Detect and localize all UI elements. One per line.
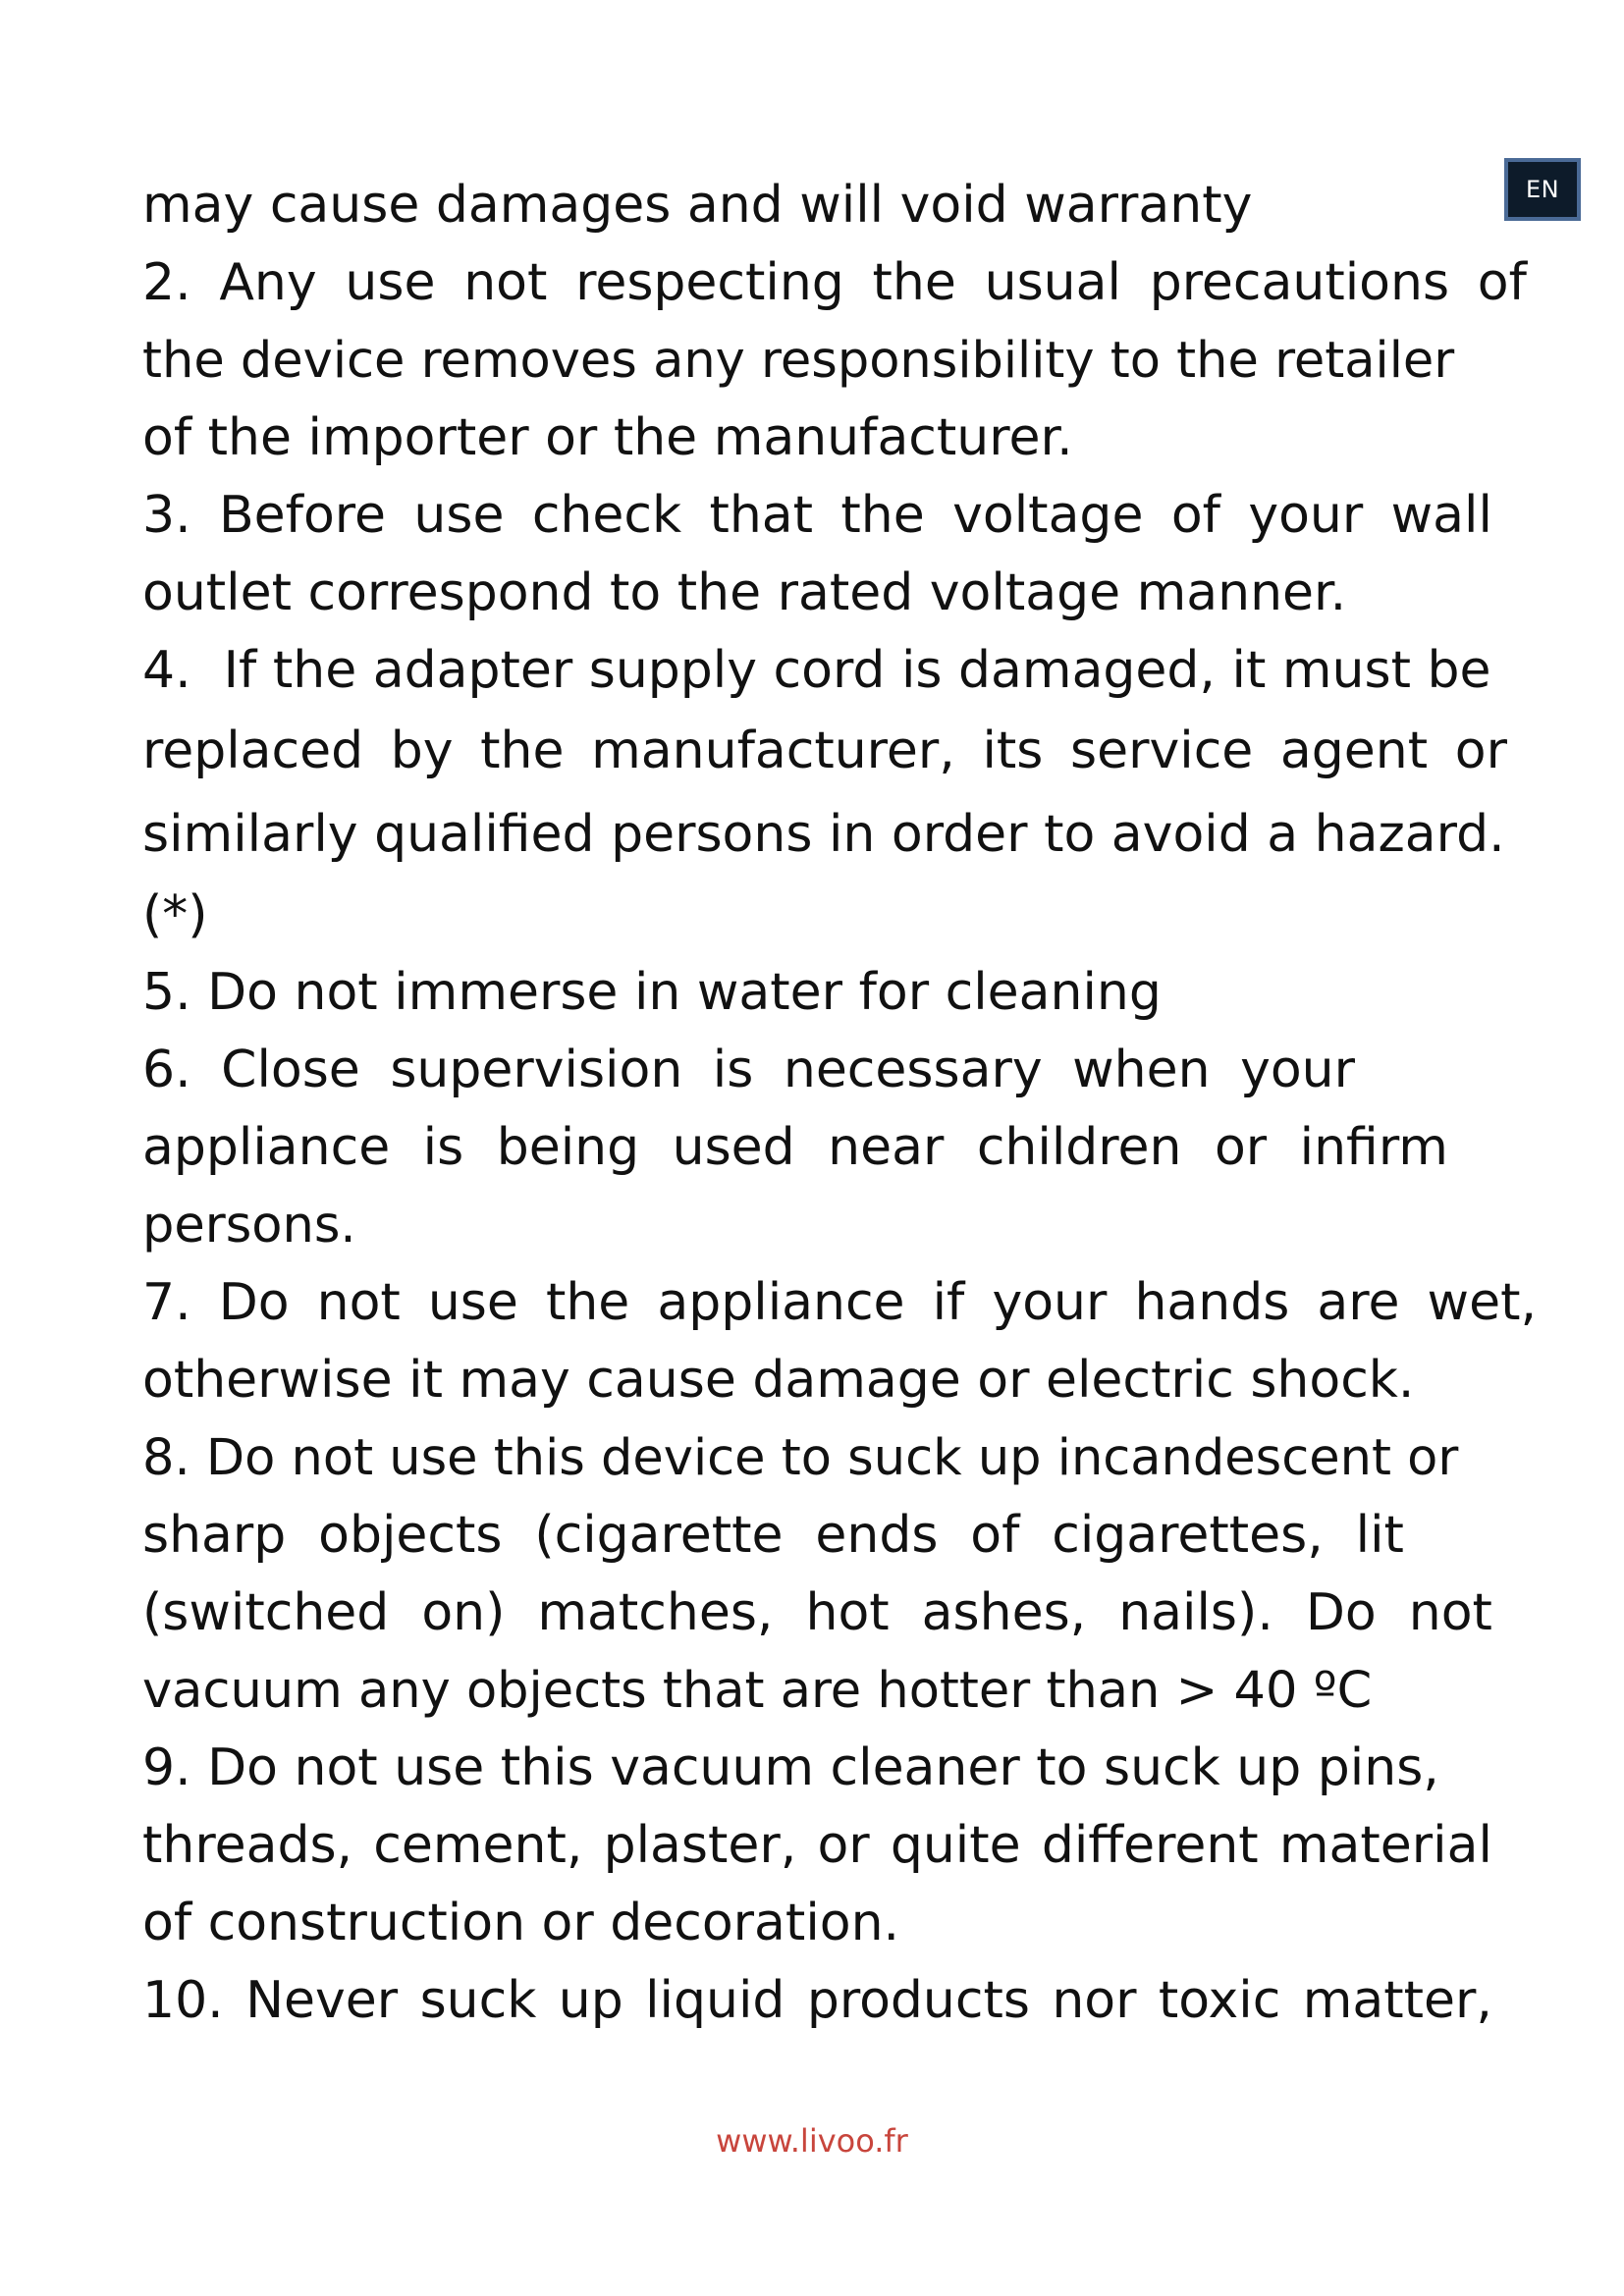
text-line: 2. Any use not respecting the usual precautions of [142,253,1527,312]
safety-instructions-text [142,167,1537,2040]
text-line: similarly qualified persons in order to avoid a hazard. [142,805,1505,864]
text-line: otherwise it may cause damage or electric shock. [142,1351,1415,1410]
text-line: 5. Do not immerse in water for cleaning [142,963,1162,1022]
text-line: 4. If the adapter supply cord is damaged, it must be [142,641,1491,700]
text-line: 3. Before use check that the voltage of your wall [142,486,1492,545]
text-line: threads, cement, plaster, or quite different material [142,1816,1492,1875]
text-line: appliance is being used near children or infirm [142,1118,1448,1177]
text-line: replaced by the manufacturer, its service agent or [142,721,1507,780]
text-line: of construction or decoration. [142,1894,900,1952]
footer-website-url: www.livoo.fr [716,2122,908,2160]
text-line: the device removes any responsibility to the retailer [142,332,1455,390]
language-badge: EN [1504,158,1581,221]
text-line: (switched on) matches, hot ashes, nails). Do not [142,1583,1492,1642]
text-line: 8. Do not use this device to suck up incandescent or [142,1429,1459,1487]
text-line: 7. Do not use the appliance if your hands are wet, [142,1273,1537,1332]
text-line: (*) [142,885,208,944]
text-line: persons. [142,1197,356,1255]
text-line: 9. Do not use this vacuum cleaner to suck up pins, [142,1738,1439,1797]
text-line: 10. Never suck up liquid products nor toxic matter, [142,1971,1492,2030]
text-line: 6. Close supervision is necessary when your [142,1041,1355,1099]
text-line: outlet correspond to the rated voltage manner. [142,563,1347,622]
text-line: may cause damages and will void warranty [142,176,1253,235]
text-line: of the importer or the manufacturer. [142,408,1073,467]
text-line: sharp objects (cigarette ends of cigarettes, lit [142,1506,1404,1565]
text-line: vacuum any objects that are hotter than > 40 ºC [142,1662,1373,1720]
